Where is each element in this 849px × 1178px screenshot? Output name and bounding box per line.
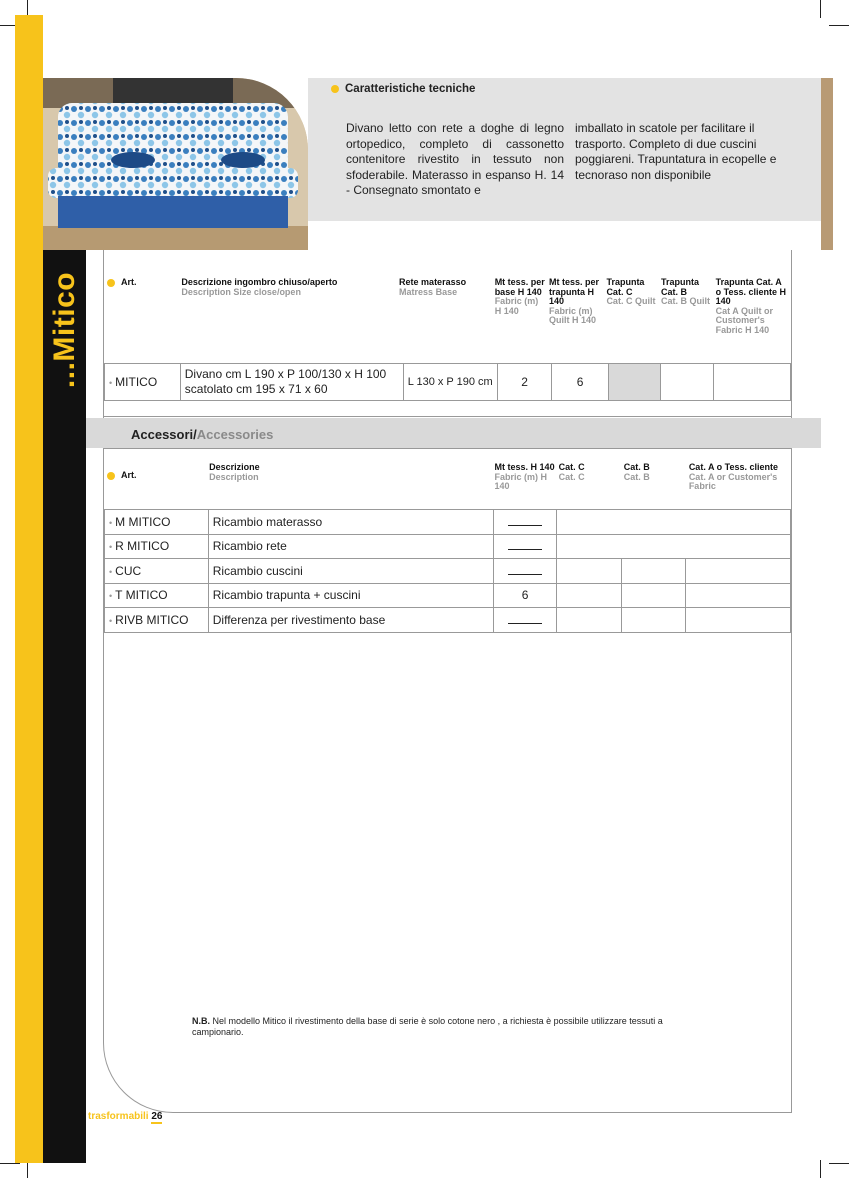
acc-col-cat-c: Cat. C Cat. C <box>558 462 585 482</box>
col-trapunta: Mt tess. per trapunta H 140 Fabric (m) Quilt H 140 <box>548 277 599 325</box>
acc-row-cat-b <box>621 559 685 584</box>
tech-title: Caratteristiche tecniche <box>331 83 475 95</box>
col-rete: Rete materasso Matress Base <box>399 277 467 297</box>
acc-row-merged <box>557 510 791 535</box>
page-number: 26 <box>151 1111 163 1122</box>
row-cat-c <box>608 364 660 401</box>
row-art: • MITICO <box>105 364 181 401</box>
col-cat-b: Trapunta Cat. B Cat. B Quilt <box>661 277 711 306</box>
crop-mark <box>829 1163 849 1164</box>
acc-col-art: Art. <box>104 462 208 493</box>
bullet-dot-icon <box>331 85 339 93</box>
acc-row-cat-a <box>686 559 791 584</box>
acc-row-desc: Ricambio cuscini <box>208 559 493 584</box>
acc-row-art: • RIVB MITICO <box>105 608 209 633</box>
acc-row-desc: Ricambio trapunta + cuscini <box>208 583 493 608</box>
acc-row-cat-b <box>621 583 685 608</box>
acc-col-cat-b: Cat. B Cat. B <box>623 462 650 482</box>
bullet-dot-icon <box>107 279 115 287</box>
acc-row-art: • CUC <box>105 559 209 584</box>
col-cat-a: Trapunta Cat. A o Tess. cliente H 140 Cat A Quilt or Customer's Fabric H 140 <box>715 277 786 335</box>
col-art: Art. <box>104 277 180 336</box>
main-table-header <box>104 277 790 336</box>
acc-row-desc: Ricambio rete <box>208 534 493 559</box>
dash-placeholder <box>508 539 542 550</box>
next-page-photo-edge <box>821 78 833 250</box>
page-footer: trasformabili 26 <box>88 1111 163 1122</box>
acc-col-cat-a: Cat. A o Tess. cliente Cat. A or Customer's Fabric <box>688 462 779 491</box>
row-desc: Divano cm L 190 x P 100/130 x H 100 scatolato cm 195 x 71 x 60 <box>180 364 403 401</box>
acc-row-mt: 6 <box>493 583 556 608</box>
crop-mark <box>829 25 849 26</box>
row-base: 2 <box>497 364 552 401</box>
side-title: ...Mitico <box>47 271 81 389</box>
acc-row-art: • M MITICO <box>105 510 209 535</box>
accessories-header <box>104 462 790 493</box>
acc-row-mt <box>493 534 556 559</box>
tech-description-col2: imballato in scatole per facilitare il trasporto. Completo di due cuscini poggiareni. Trapuntatura in ecopelle e tecnoraso non disponibile <box>575 121 777 182</box>
main-table <box>104 363 791 401</box>
dash-placeholder <box>508 564 542 575</box>
acc-row-mt <box>493 510 556 535</box>
col-desc: Descrizione ingombro chiuso/aperto Description Size close/open <box>181 277 338 297</box>
table-row <box>105 534 791 559</box>
table-row <box>105 510 791 535</box>
table-row <box>105 608 791 633</box>
divider <box>104 416 791 417</box>
dash-placeholder <box>508 613 542 624</box>
row-rete: L 130 x P 190 cm <box>403 364 497 401</box>
acc-row-desc: Differenza per rivestimento base <box>208 608 493 633</box>
acc-col-desc: Descrizione Description <box>209 462 260 482</box>
acc-row-merged <box>557 534 791 559</box>
acc-row-cat-a <box>686 583 791 608</box>
acc-row-desc: Ricambio materasso <box>208 510 493 535</box>
sofa-image <box>43 78 308 250</box>
acc-row-mt <box>493 608 556 633</box>
crop-mark <box>820 1160 821 1178</box>
note: N.B. Nel modello Mitico il rivestimento della base di serie è solo cotone nero , a richiesta è possibile utilizzare tessuti a campionario. <box>192 1016 663 1037</box>
yellow-side-strip <box>15 15 43 1163</box>
dash-placeholder <box>508 515 542 526</box>
bullet-dot-icon <box>107 472 115 480</box>
acc-row-cat-b <box>621 608 685 633</box>
row-cat-a <box>713 364 790 401</box>
col-base: Mt tess. per base H 140 Fabric (m) H 140 <box>494 277 545 316</box>
row-trapunta: 6 <box>552 364 608 401</box>
tech-description-col1: Divano letto con rete a doghe di legno ortopedico, completo di cassonetto contenitore rivestito in tessuto non sfoderabile. Materasso in espanso H. 14 - Consegnato smontato e <box>346 121 564 197</box>
crop-mark <box>820 0 821 18</box>
acc-row-cat-c <box>557 559 621 584</box>
acc-col-mt: Mt tess. H 140 Fabric (m) H 140 <box>494 462 555 491</box>
table-row <box>105 364 791 401</box>
row-cat-b <box>661 364 713 401</box>
acc-row-cat-a <box>686 608 791 633</box>
table-row <box>105 559 791 584</box>
crop-mark <box>0 1163 20 1164</box>
acc-row-cat-c <box>557 608 621 633</box>
accessories-title: Accessori/Accessories <box>131 427 274 442</box>
acc-row-art: • T MITICO <box>105 583 209 608</box>
acc-row-mt <box>493 559 556 584</box>
table-row <box>105 583 791 608</box>
col-cat-c: Trapunta Cat. C Cat. C Quilt <box>606 277 656 306</box>
accessories-table <box>104 509 791 633</box>
divider <box>104 448 791 449</box>
acc-row-art: • R MITICO <box>105 534 209 559</box>
product-photo <box>43 78 308 250</box>
acc-row-cat-c <box>557 583 621 608</box>
